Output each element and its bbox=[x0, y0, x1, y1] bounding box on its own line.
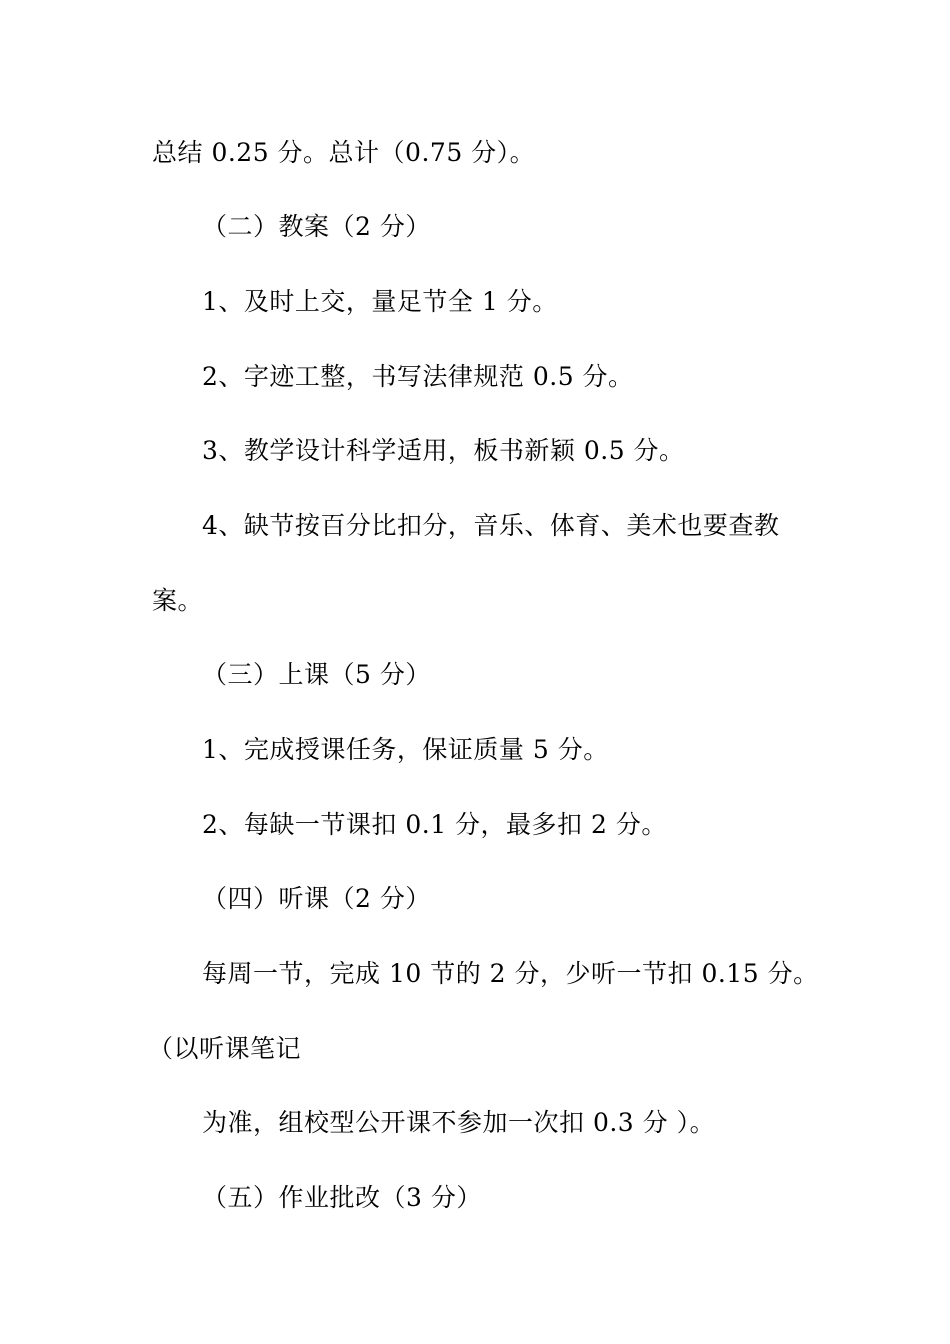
text-line-observation-1: 每周一节，完成 10 节的 2 分，少听一节扣 0.15 分。 bbox=[202, 959, 819, 988]
section-heading-homework: （五）作业批改（3 分） bbox=[202, 1183, 482, 1212]
section-heading-class: （三）上课（5 分） bbox=[202, 660, 431, 689]
text-line-class-1: 1、完成授课任务，保证质量 5 分。 bbox=[202, 735, 609, 764]
text-line-lesson-plan-2: 2、字迹工整，书写法律规范 0.5 分。 bbox=[202, 362, 634, 391]
text-line-lesson-plan-1: 1、及时上交，量足节全 1 分。 bbox=[202, 287, 558, 316]
text-line-lesson-plan-3: 3、教学设计科学适用，板书新颖 0.5 分。 bbox=[202, 436, 685, 465]
text-line-lesson-plan-4: 4、缺节按百分比扣分，音乐、体育、美术也要查教 bbox=[202, 511, 780, 540]
text-line-class-2: 2、每缺一节课扣 0.1 分，最多扣 2 分。 bbox=[202, 810, 667, 839]
text-line-summary: 总结 0.25 分。总计（0.75 分）。 bbox=[152, 138, 536, 167]
text-line-observation-2: （以听课笔记 bbox=[148, 1034, 302, 1063]
text-line-observation-3: 为准，组校型公开课不参加一次扣 0.3 分 ）。 bbox=[202, 1108, 716, 1137]
text-line-lesson-plan-4-cont: 案。 bbox=[152, 586, 204, 615]
section-heading-observation: （四）听课（2 分） bbox=[202, 884, 431, 913]
section-heading-lesson-plan: （二）教案（2 分） bbox=[202, 212, 431, 241]
